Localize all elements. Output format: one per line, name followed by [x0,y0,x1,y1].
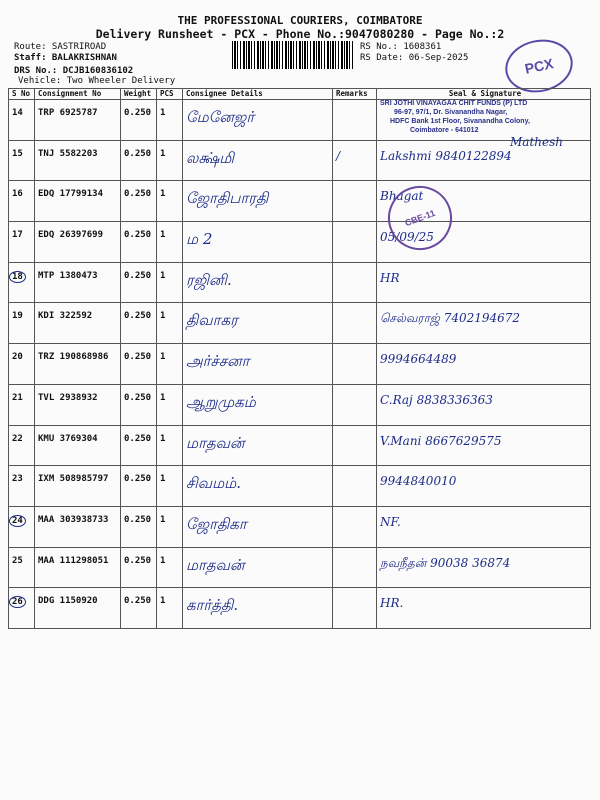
consignee-text: ஜோதிகா [186,514,247,533]
runsheet-table [8,88,591,629]
pcs-cell [157,140,183,181]
col-consignment: Consignment No [35,89,121,100]
remarks-cell [333,384,377,425]
weight-cell [121,384,157,425]
col-remarks: Remarks [333,89,377,100]
table-row [9,222,591,263]
signature-text: HR [380,270,400,285]
consignee-text: சிவமம். [186,474,242,493]
consignment-cell [35,547,121,588]
weight-text: 0.250 [124,433,152,444]
signature-text: Bhagat [380,189,424,204]
pcx-stamp: PCX [500,33,577,98]
remarks-cell [333,425,377,466]
pcs-text: 1 [160,148,166,159]
sno-cell [9,506,35,547]
weight-text: 0.250 [124,596,152,607]
pcs-text: 1 [160,474,166,485]
company-seal [380,99,590,135]
consignment-cell [35,181,121,222]
signature-text: HR. [380,596,404,611]
sno-cell [9,140,35,181]
consignment-cell [35,140,121,181]
consignee-cell [183,100,333,141]
remarks-cell [333,100,377,141]
consignee-cell [183,547,333,588]
remarks-cell [333,588,377,629]
consignment-cell [35,588,121,629]
staff-label: Staff: BALAKRISHNAN [14,53,117,63]
pcs-cell [157,425,183,466]
weight-text: 0.250 [124,514,152,525]
consignee-text: திவாகர [186,311,238,330]
consignment-text: DDG 1150920 [38,596,98,607]
consignee-text: கார்த்தி. [186,596,239,615]
seal-line-3: HDFC Bank 1st Floor, Sivanandha Colony, [390,118,530,125]
consignment-text: TNJ 5582203 [38,148,98,159]
table-row [9,384,591,425]
consignment-text: MTP 1380473 [38,270,98,281]
consignee-cell [183,506,333,547]
weight-text: 0.250 [124,311,152,322]
consignment-text: MAA 111298051 [38,555,109,566]
consignment-text: TVL 2938932 [38,392,98,403]
weight-text: 0.250 [124,270,152,281]
pcs-cell [157,181,183,222]
table-row [9,506,591,547]
consignment-text: MAA 303938733 [38,514,109,525]
sno-text: 21 [12,392,23,403]
signature-cell [377,262,591,303]
consignee-cell [183,262,333,303]
sno-text: 16 [12,189,23,200]
consignment-cell [35,425,121,466]
signature-text: V.Mani 8667629575 [380,433,502,448]
consignee-text: அர்ச்சனா [186,352,250,371]
consignment-cell [35,466,121,507]
consignment-text: KMU 3769304 [38,433,98,444]
weight-text: 0.250 [124,392,152,403]
weight-text: 0.250 [124,555,152,566]
table-row [9,140,591,181]
weight-text: 0.250 [124,148,152,159]
remarks-cell [333,222,377,263]
remarks-cell [333,181,377,222]
signature-text: Lakshmi 9840122894 [380,148,512,163]
signature-cell [377,588,591,629]
vehicle-label: Vehicle: Two Wheeler Delivery [18,76,176,86]
weight-cell [121,466,157,507]
remarks-text: / [336,148,341,163]
consignment-text: KDI 322592 [38,311,93,322]
consignee-cell [183,588,333,629]
consignment-text: EDQ 26397699 [38,230,104,241]
consignee-cell [183,466,333,507]
signature-cell [377,506,591,547]
sno-text: 22 [12,433,23,444]
pcs-cell [157,588,183,629]
sno-cell [9,384,35,425]
sno-cell [9,181,35,222]
sno-cell [9,588,35,629]
sno-text: 18 [9,271,26,283]
pcs-text: 1 [160,311,166,322]
consignee-text: ஜோதிபாரதி [186,189,269,208]
sno-text: 23 [12,474,23,485]
consignment-text: IXM 508985797 [38,474,109,485]
pcs-text: 1 [160,596,166,607]
table-row [9,466,591,507]
pcs-cell [157,506,183,547]
signature-cell [377,425,591,466]
cbe-stamp: CBE-11 [379,177,461,259]
pcs-cell [157,466,183,507]
consignee-text: மேனேஜர் [186,108,255,126]
remarks-cell [333,344,377,385]
weight-cell [121,140,157,181]
weight-text: 0.250 [124,230,152,241]
signature-text: C.Raj 8838336363 [380,392,493,407]
pcs-text: 1 [160,392,166,403]
sno-cell [9,303,35,344]
consignee-cell [183,140,333,181]
sno-text: 26 [9,596,26,608]
pcs-text: 1 [160,555,166,566]
consignee-text: மாதவன் [186,433,245,452]
signature-text: 9994664489 [380,352,457,367]
seal-line-1: SRI JOTHI VINAYAGAA CHIT FUNDS (P) LTD [380,100,528,107]
consignment-text: EDQ 17799134 [38,189,104,200]
consignment-cell [35,384,121,425]
pcs-text: 1 [160,270,166,281]
weight-text: 0.250 [124,189,152,200]
signature-text: NF. [380,514,401,529]
table-row [9,262,591,303]
weight-text: 0.250 [124,474,152,485]
consignee-cell [183,303,333,344]
signature-cell [377,344,591,385]
signature-text: செல்வராஜ் 7402194672 [380,311,521,326]
consignment-text: TRP 6925787 [38,108,98,118]
remarks-cell [333,547,377,588]
table-row [9,344,591,385]
table-row [9,588,591,629]
consignment-cell [35,262,121,303]
seal-line-4: Coimbatore - 641012 [410,127,479,134]
weight-cell [121,262,157,303]
col-weight: Weight [121,89,157,100]
weight-cell [121,547,157,588]
signature-text: 05/09/25 [380,230,434,245]
sno-cell [9,222,35,263]
col-seal: Seal & Signature [377,89,591,100]
route-label: Route: SASTRIROAD [14,42,107,52]
weight-cell [121,425,157,466]
pcs-cell [157,547,183,588]
col-consignee: Consignee Details [183,89,333,100]
sno-cell [9,425,35,466]
consignee-text: லக்ஷ்மி [186,148,235,167]
col-sno: S No [9,89,35,100]
col-pcs: PCS [157,89,183,100]
pcs-cell [157,303,183,344]
pcs-text: 1 [160,352,166,363]
pcs-cell [157,222,183,263]
consignee-text: ரஜினி. [186,270,232,289]
signature-cell [377,384,591,425]
consignment-cell [35,506,121,547]
page-title: THE PROFESSIONAL COURIERS, COIMBATORE [177,14,423,27]
remarks-cell [333,466,377,507]
pcs-cell [157,344,183,385]
consignee-cell [183,222,333,263]
sno-text: 24 [9,515,26,527]
remarks-cell [333,140,377,181]
signature-cell [377,303,591,344]
consignee-cell [183,181,333,222]
sno-cell [9,262,35,303]
weight-text: 0.250 [124,108,152,118]
rs-number: RS No.: 1608361 [360,42,442,52]
consignment-text: TRZ 190868986 [38,352,109,363]
table-row [9,425,591,466]
sno-cell [9,100,35,141]
consignment-cell [35,100,121,141]
pcs-text: 1 [160,514,166,525]
consignment-cell [35,222,121,263]
consignment-cell [35,344,121,385]
consignee-cell [183,384,333,425]
sno-cell [9,466,35,507]
weight-cell [121,344,157,385]
weight-cell [121,181,157,222]
weight-cell [121,506,157,547]
signature-text: நவநீதன் 90038 36874 [380,555,511,570]
pcs-cell [157,100,183,141]
drs-label: DRS No.: DCJB160836102 [14,66,134,76]
table-row [9,303,591,344]
consignee-text: ஆறுமுகம் [186,392,256,411]
barcode [232,41,354,69]
consignee-cell [183,344,333,385]
sno-text: 19 [12,311,23,322]
table-row [9,181,591,222]
consignee-text: ம 2 [186,230,213,249]
pcs-text: 1 [160,433,166,444]
sno-text: 14 [12,108,23,118]
weight-cell [121,588,157,629]
pcs-text: 1 [160,108,166,118]
remarks-cell [333,262,377,303]
sno-text: 15 [12,148,23,159]
weight-cell [121,222,157,263]
rs-date: RS Date: 06-Sep-2025 [360,53,469,63]
seal-line-2: 96-97, 97/1, Dr. Sivanandha Nagar, [394,109,508,116]
sno-text: 25 [12,555,23,566]
signature-text: 9944840010 [380,474,457,489]
weight-cell [121,100,157,141]
signature-cell [377,466,591,507]
pcs-text: 1 [160,230,166,241]
remarks-cell [333,506,377,547]
consignee-text: மாதவன் [186,555,245,574]
table-row [9,547,591,588]
pcs-cell [157,262,183,303]
pcs-text: 1 [160,189,166,200]
pcs-cell [157,384,183,425]
weight-text: 0.250 [124,352,152,363]
sno-cell [9,547,35,588]
consignee-cell [183,425,333,466]
consignment-cell [35,303,121,344]
sno-cell [9,344,35,385]
signature-cell [377,547,591,588]
table-header-row [9,89,591,100]
sno-text: 20 [12,352,23,363]
remarks-cell [333,303,377,344]
seal-signature: Mathesh [510,135,563,149]
page-subtitle: Delivery Runsheet - PCX - Phone No.:9047080280 - Page No.:2 [95,27,505,41]
weight-cell [121,303,157,344]
sno-text: 17 [12,230,23,241]
